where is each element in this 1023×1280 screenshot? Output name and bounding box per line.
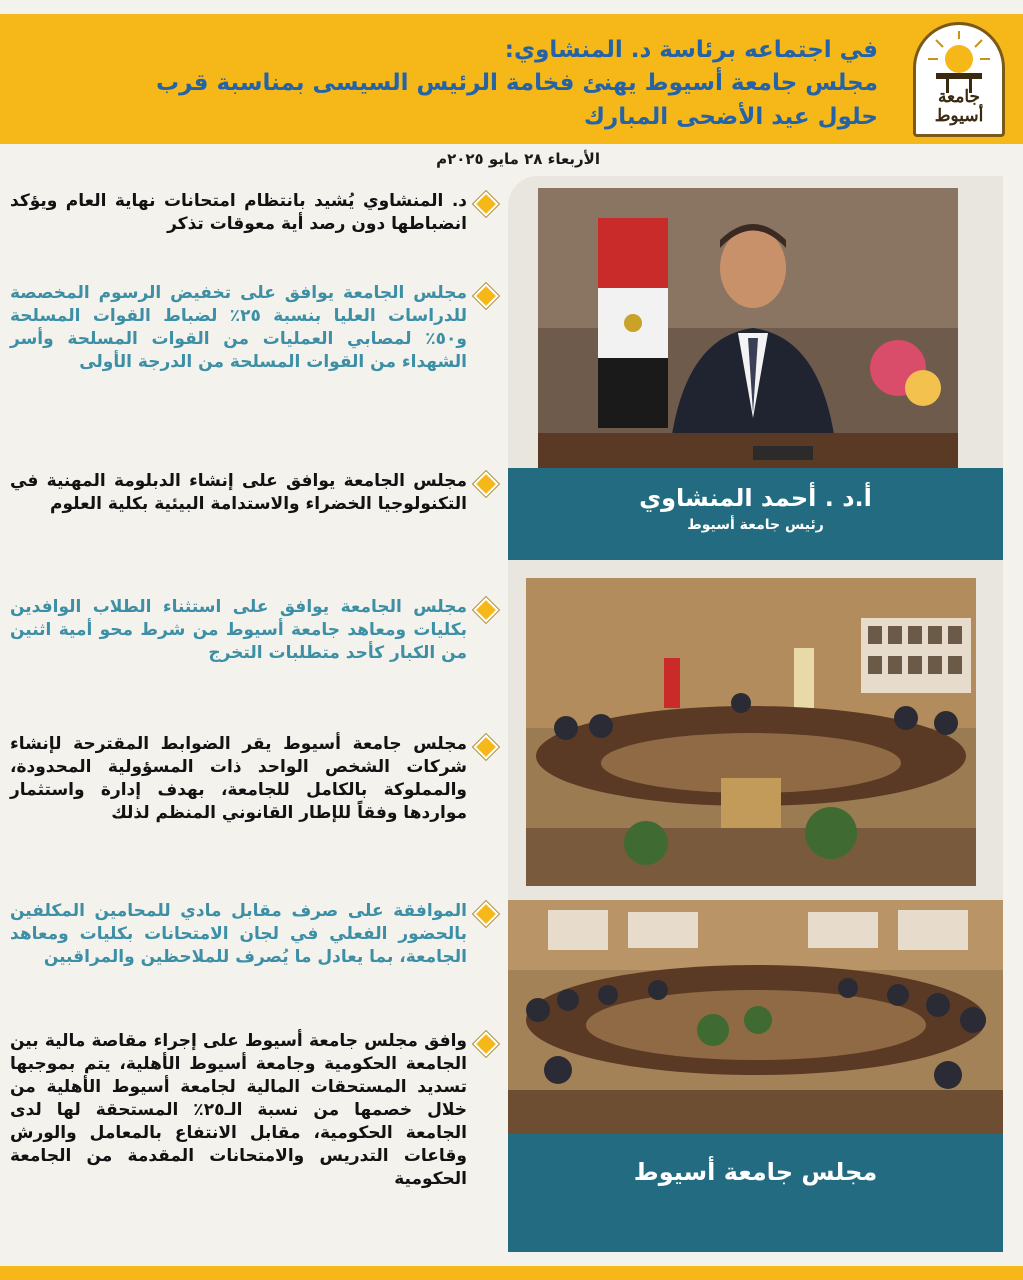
president-name: أ.د . أحمد المنشاوي [639, 484, 872, 512]
footer-bar [0, 1266, 1023, 1280]
president-caption [508, 468, 1003, 560]
title-line-1: في اجتماعه برئاسة د. المنشاوي: [504, 37, 878, 63]
list-item: وافق مجلس جامعة أسيوط على إجراء مقاصة مالية بين الجامعة الحكومية وجامعة أسيوط الأهلية، يتم بموجبها تسديد المستحقات المالية لجامعة أسيوط الأهلية من خلال خصمها من نسبة الـ٢٥٪ المستحقة لها لدى الجامعة الحكومية، مقابل الانتفاع بالمعامل والورش وقاعات التدريس والامتحانات المقدمة من الجامعة الحكومية [10, 1030, 495, 1191]
list-item: مجلس الجامعة يوافق على إنشاء الدبلومة المهنية في التكنولوجيا الخضراء والاستدامة البيئية بكلية العلوم [10, 470, 495, 516]
title-line-2: مجلس جامعة أسيوط يهنئ فخامة الرئيس السيسى بمناسبة قرب حلول عيد الأضحى المبارك [156, 70, 878, 130]
council-caption-text: مجلس جامعة أسيوط [633, 1158, 878, 1186]
council-meeting-photo [508, 900, 1003, 1134]
council-caption [508, 1134, 1003, 1252]
list-item: الموافقة على صرف مقابل مادي للمحامين المكلفين بالحضور الفعلي في لجان الامتحانات بكليات ومعاهد الجامعة، بما يعادل ما يُصرف للملاحظين والمراقبين [10, 900, 495, 969]
publish-date: الأربعاء ٢٨ مايو ٢٠٢٥م [436, 150, 600, 168]
list-item: د. المنشاوي يُشيد بانتظام امتحانات نهاية العام ويؤكد انضباطها دون رصد أية معوقات تذكر [10, 190, 495, 236]
logo-text: جامعة أسيوط [934, 87, 984, 126]
page-title [118, 34, 878, 134]
list-item: مجلس الجامعة يوافق على تخفيض الرسوم المخصصة للدراسات العليا بنسبة ٢٥٪ لضباط القوات المسلحة و٥٠٪ لمصابي العمليات من القوات المسلحة وأسر الشهداء من القوات المسلحة من الدرجة الأولى [10, 282, 495, 374]
university-logo [913, 22, 1005, 137]
list-item: مجلس الجامعة يوافق على استثناء الطلاب الوافدين بكليات ومعاهد جامعة أسيوط من شرط محو أمية اثنين من الكبار كأحد متطلبات التخرج [10, 596, 495, 665]
council-room-photo [526, 578, 976, 886]
president-role: رئيس جامعة أسيوط [687, 517, 824, 533]
list-item: مجلس جامعة أسيوط يقر الضوابط المقترحة لإنشاء شركات الشخص الواحد ذات المسؤولية المحدودة، والمملوكة بالكامل للجامعة، بهدف إدارة واستثمار مواردها وفقاً للإطار القانوني المنظم لذلك [10, 733, 495, 825]
president-photo [538, 188, 958, 468]
header-banner [0, 14, 1023, 144]
